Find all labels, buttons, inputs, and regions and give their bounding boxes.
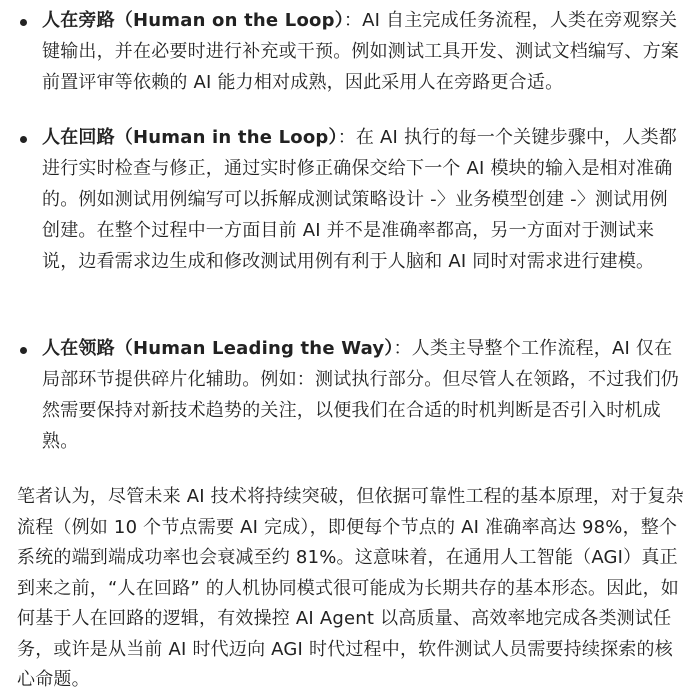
mode-term: 人在回路（Human in the Loop）: [42, 127, 338, 148]
mode-description: ：人类主导整个工作流程，AI 仅在局部环节提供碎片化辅助。例如：测试执行部分。但尽管人在领路，不过我们仍然需要保持对新技术趋势的关注，以便我们在合适的时机判断是否引入时机成熟。: [42, 338, 679, 452]
list-item-body: [42, 5, 684, 98]
conclusion-paragraph: 笔者认为，尽管未来 AI 技术将持续突破，但依据可靠性工程的基本原理，对于复杂流程（例如 10 个节点需要 AI 完成），即便每个节点的 AI 准确率高达 98%，整个系统的端到端成功率也会衰减至约 81%。这意味着，在通用人工智能（AGI）真正到来之前，“人在回路” 的人机协同模式很可能成为长期共存的基本形态。因此，如何基于人在回路的逻辑，有效操控 AI Agent 以高质量、高效率地完成各类测试任务，或许是从当前 AI 时代迈向 AGI 时代过程中，软件测试人员需要持续探索的核心命题。: [17, 486, 684, 690]
mode-term: 人在旁路（Human on the Loop）: [42, 10, 344, 31]
list-item-body: [42, 333, 684, 457]
mode-description: ：AI 自主完成任务流程，人类在旁观察关键输出，并在必要时进行补充或干预。例如测试工具开发、测试文档编写、方案前置评审等依赖的 AI 能力相对成熟，因此采用人在旁路更合适。: [42, 10, 679, 93]
bullet-icon: [20, 136, 27, 143]
mode-description: ：在 AI 执行的每一个关键步骤中，人类都进行实时检查与修正，通过实时修正确保交给下一个 AI 模块的输入是相对准确的。例如测试用例编写可以拆解成测试策略设计 -〉业务模型创建 -〉测试用例创建。在整个过程中一方面目前 AI 并不是准确率都高，另一方面对于测试来说，边看需求边生成和修改测试用例有利于人脑和 AI 同时对需求进行建模。: [42, 127, 677, 272]
mode-term: 人在领路（Human Leading the Way）: [42, 338, 394, 359]
list-item-body: [42, 122, 684, 277]
bullet-icon: [20, 19, 27, 26]
bullet-icon: [20, 347, 27, 354]
